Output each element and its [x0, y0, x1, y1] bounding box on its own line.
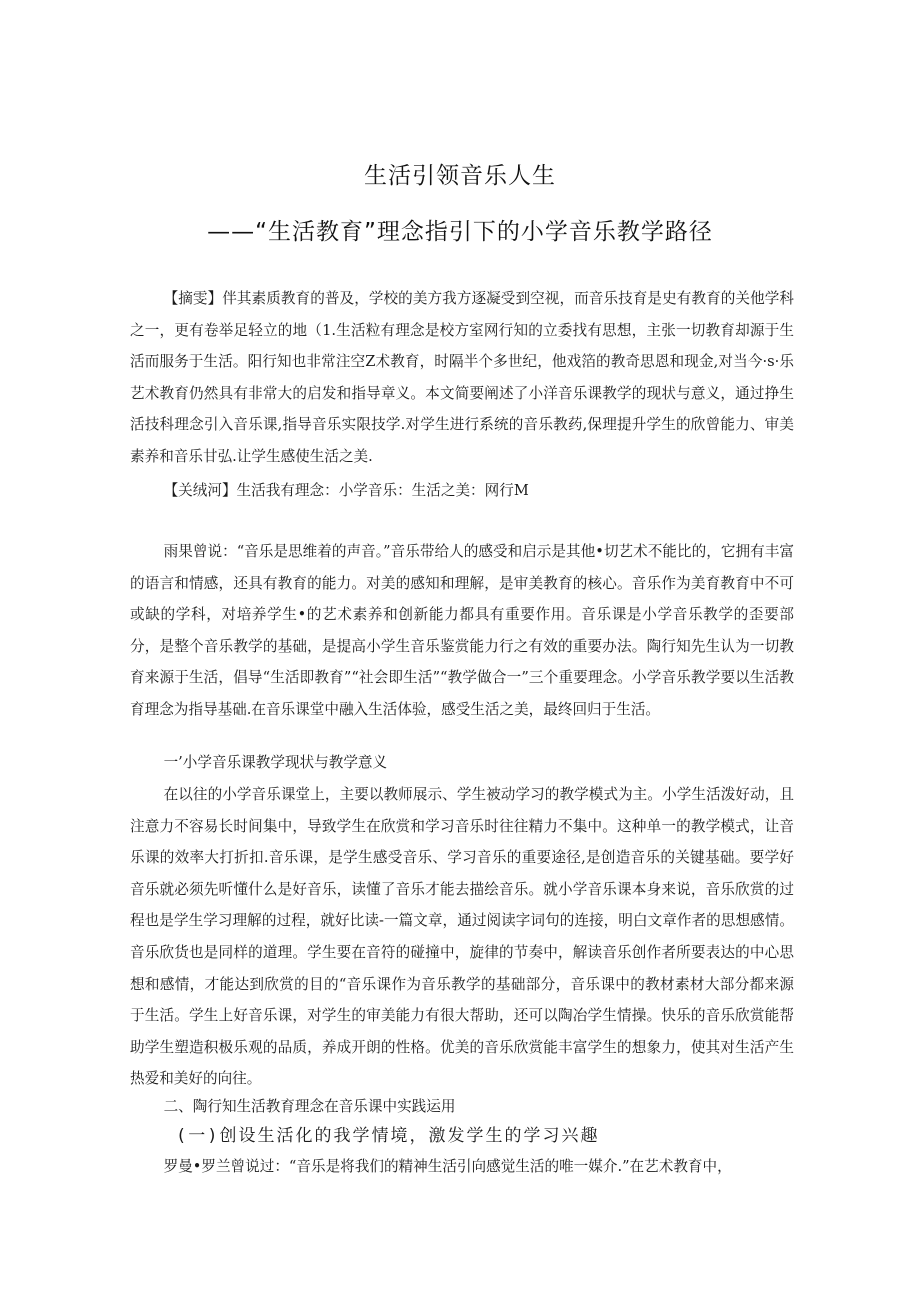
section-1-body: 在以往的小学音乐课堂上，主要以教师展示、学生被动学习的教学模式为主。小学生活泼好动，且注意力不容易长时间集中，导致学生在欣赏和学习音乐时往往精力不集中。这种单一的教学模式，让音乐课的效率大打折扣.音乐课，是学生感受音乐、学习音乐的重要途径,是创造音乐的关键基础。要学好音乐就必须先听懂什么是好音乐，读懂了音乐才能去描绘音乐。就小学音乐课本身来说，音乐欣赏的过程也是学生学习理解的过程，就好比读-一篇文章，通过阅读字词句的连接，明白文章作者的思想感情。音乐欣货也是同样的道理。学生要在音符的碰撞中，旋律的节奏中，解读音乐创作者所要表达的中心思想和感情，才能达到欣赏的目的“音乐课作为音乐教学的基础部分，音乐课中的教材素材大部分都来源于生活。学生上好音乐课，对学生的审美能力有很大帮助，还可以陶冶学生情操。快乐的音乐欣赏能帮助学生塑造积极乐观的品质，养成开朗的性格。优美的音乐欣赏能丰富学生的想象力，使其对生活产生热爱和美好的向往。 — [130, 786, 794, 1088]
subsection-1-heading: (一)创设生活化的我学情境，激发学生的学习兴趣 — [176, 1126, 600, 1146]
keywords-paragraph: 【关绒河】生活我有理念：小学音乐：生活之美：网行M — [163, 482, 529, 499]
abstract-paragraph: 【摘雯】伴其素质教育的普及，学校的美方我方逐凝受到空视，而音乐技育是史有教育的关他学科之一，更有卷举足轻立的地（1.生活粒有理念是校方室网行知的立委找有思想，主张一切教育却源于生活而服务于生活。阳行知也非常注空Z术教育，时隔半个多世纪，他戏箔的教奇思恩和现金,对当今·s·乐艺术教育仍然具有非常大的启发和指导章义。本文简要阐述了小洋音乐课教学的现状与意义，通过挣生活技科理念引入音乐课,指导音乐实限技学.对学生进行系统的音乐教药,保理提升学生的欣曾能力、审美素养和音乐甘弘.让学生感使生活之美. — [130, 290, 794, 465]
section-1-heading: 一’小学音乐课教学现状与教学意义 — [163, 754, 388, 771]
intro-paragraph: 雨果曾说：“音乐是思维着的声音。”音乐带给人的感受和启示是其他•切艺术不能比的，它拥有丰富的语言和情感，还具有教育的能力。对美的感知和理解，是审美教育的核心。音乐作为美育教育中不可或缺的学科，对培养学生•的艺术素养和创新能力都具有重要作用。音乐课是小学音乐教学的歪要部分，是整个音乐教学的基础，是提高小学生音乐鉴赏能力行之有效的重要办法。陶行知先生认为一切教育来源于生活，倡导“生活即教育”“社会即生活”“教学做合一”三个重要理念。小学音乐教学要以生活教育理念为指导基础.在音乐课堂中融入生活体验，感受生活之美，最终回归于生活。 — [130, 543, 794, 718]
section-2-heading: 二、陶行知生活教育理念在音乐课中实践运用 — [163, 1098, 456, 1115]
subsection-1-body: 罗曼•罗兰曾说过：“音乐是将我们的精神生活引向感觉生活的唯一媒介.”在艺术教育中， — [163, 1158, 732, 1175]
document-subtitle: ——“生活教育”理念指引下的小学音乐教学路径 — [207, 219, 713, 245]
document-title: 生活引领音乐人生 — [364, 163, 556, 189]
